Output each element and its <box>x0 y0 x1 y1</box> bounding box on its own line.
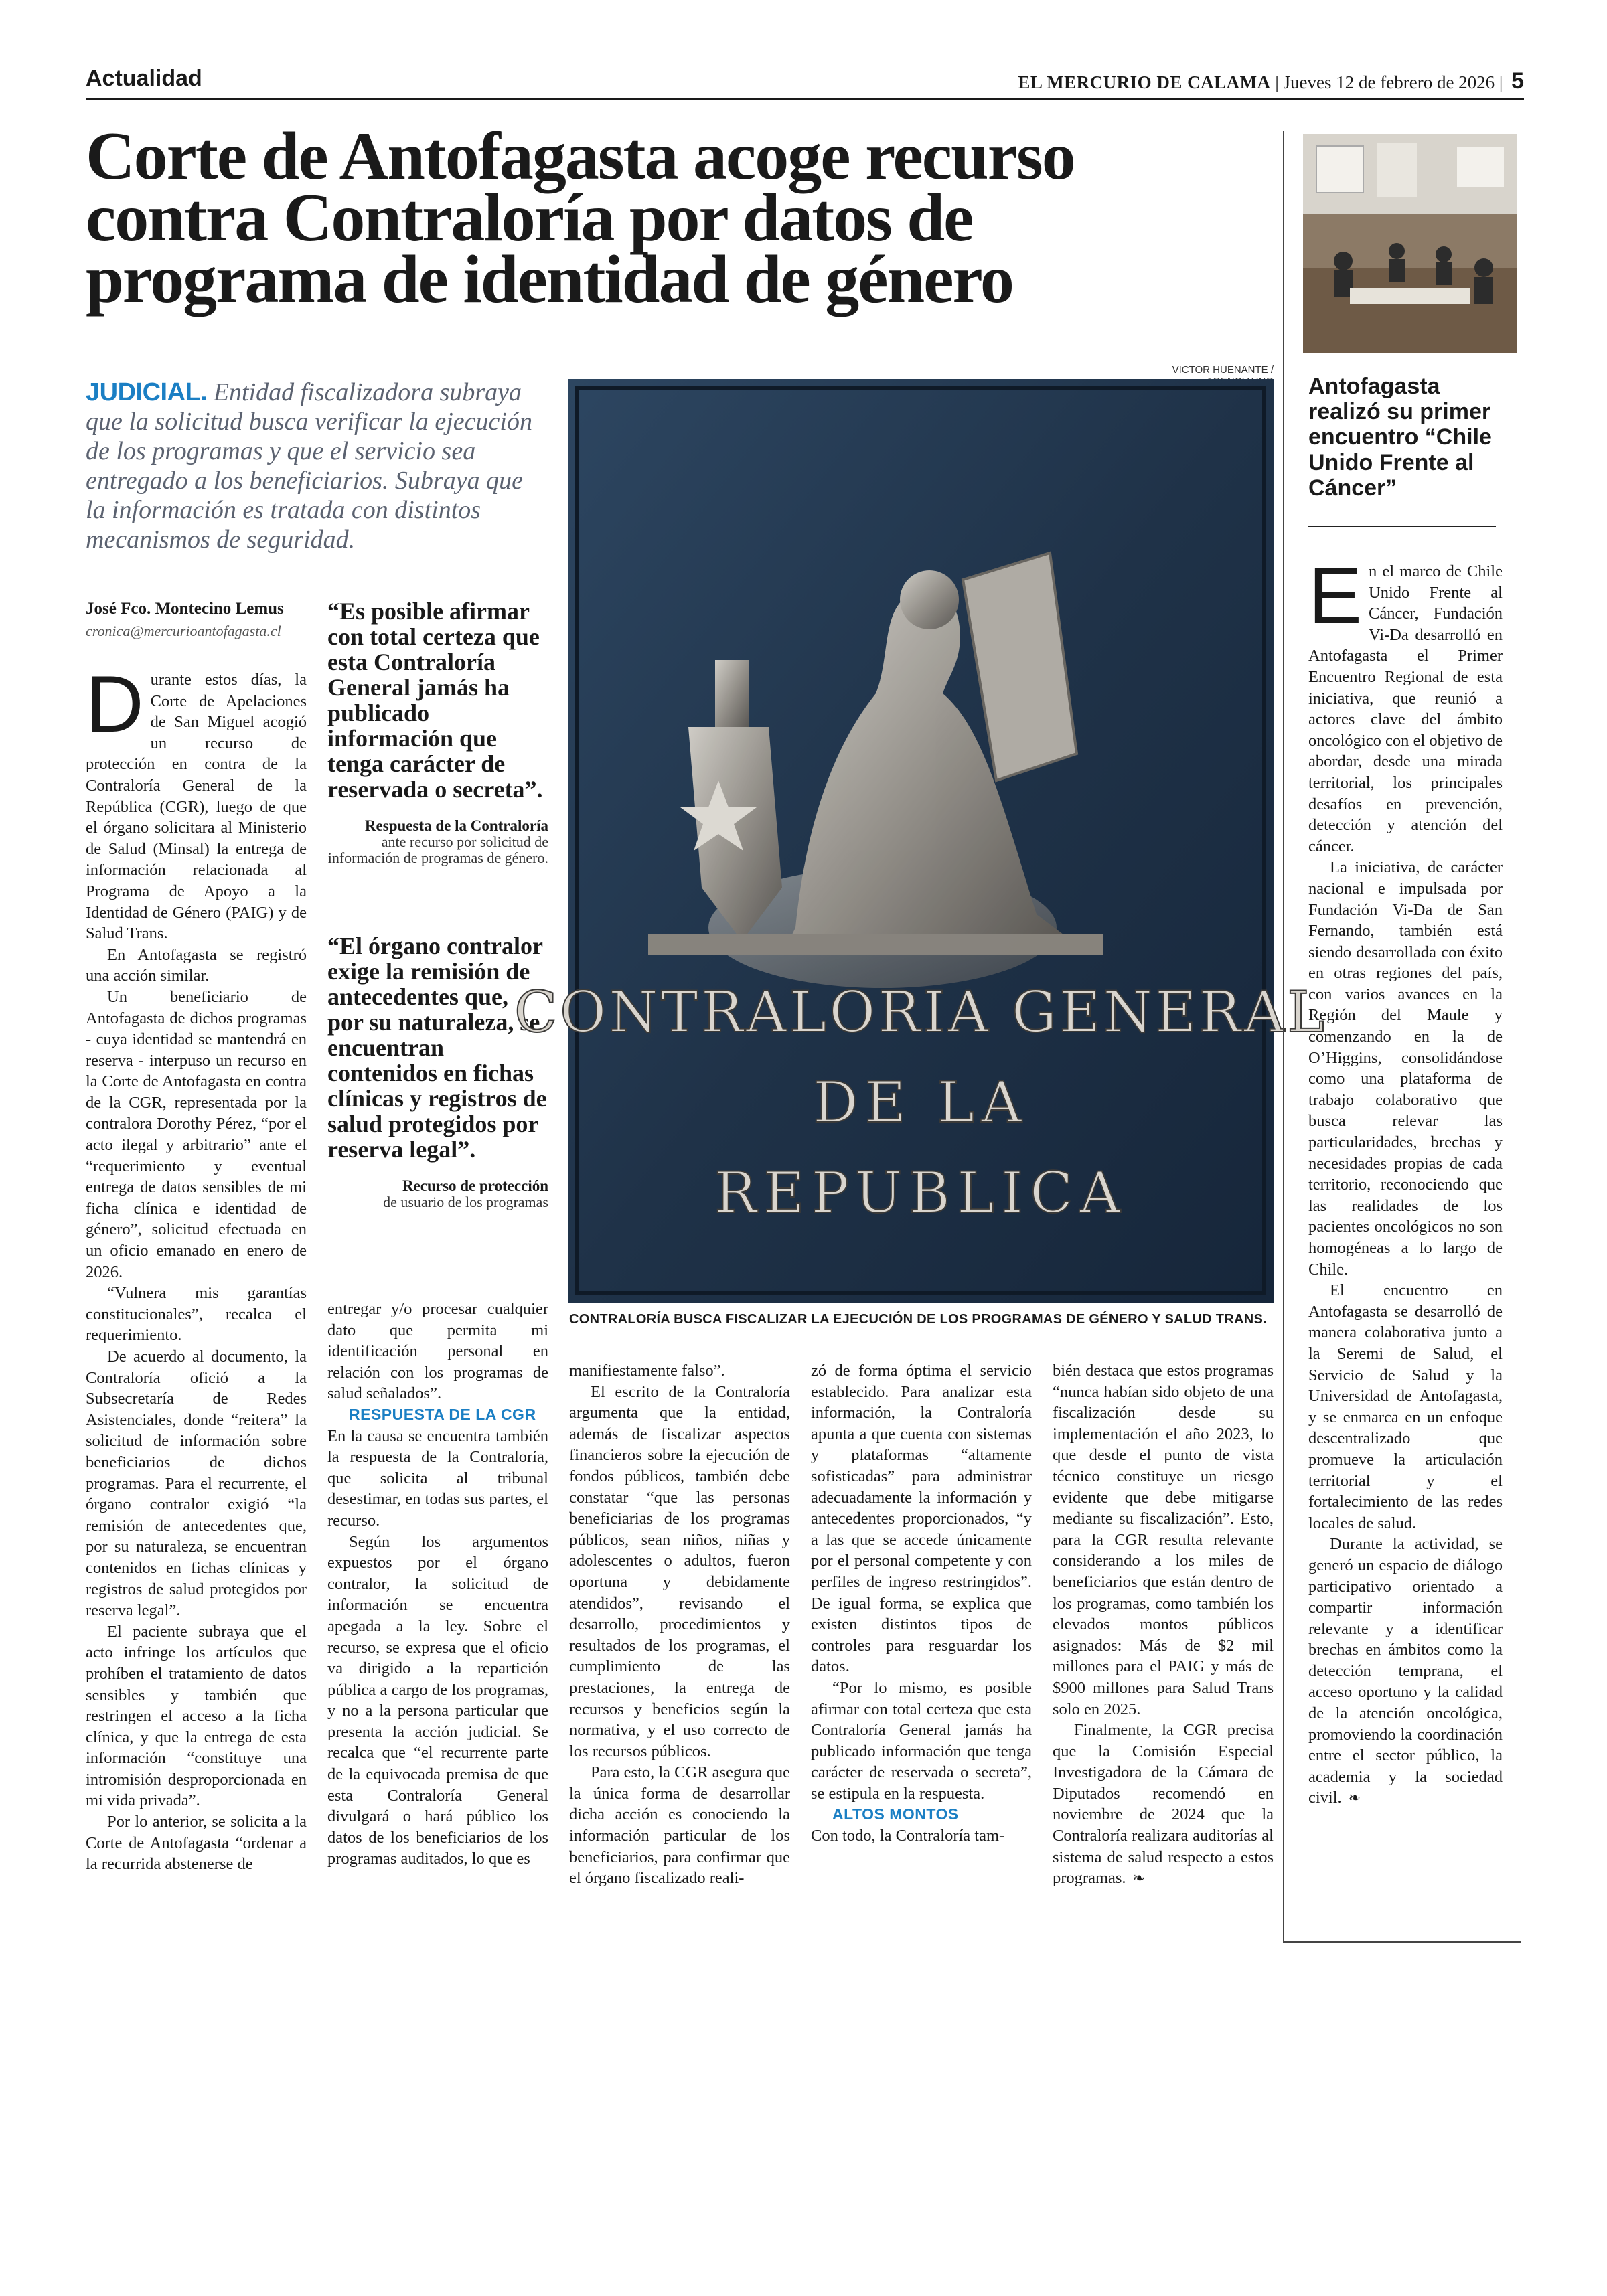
newspaper-name: EL MERCURIO DE CALAMA <box>1018 72 1271 92</box>
dropcap: E <box>1308 551 1363 641</box>
issue-date: | Jueves 12 de febrero de 2026 | <box>1275 72 1503 92</box>
subhead-altos-montos: ALTOS MONTOS <box>832 1805 959 1823</box>
paragraph: n el marco de Chile Unido Frente al Cáncer, Fundación Vi-Da desarrolló en Antofagasta el Primer Encuentro Regional de esta iniciativa, que reunió a actores clave del ámbito oncológico con el objetivo de abordar, desde una mirada territorial, los principales desafíos en prevención, detección y atención del cáncer. <box>1308 562 1503 855</box>
folio <box>1018 68 1524 94</box>
paragraph-text: Durante la actividad, se generó un espacio de diálogo participativo orientado a compartir información relevante y a identificar brechas en ámbitos como la detección temprana, el acceso oportuno y la calidad de la atención oncológica, promoviendo la coordinación entre el sector público, la academia y la sociedad civil. <box>1308 1535 1503 1807</box>
paragraph: zó de forma óptima el servicio establecido. Para analizar esta información, la Contraloría apunta a que cuenta con sistemas y plataformas “altamente sofisticadas” para administrar adecuadamente la información y antecedentes proporcionados, “y a las que se accede únicamente por el personal competente y con perfiles de ingreso restringidos”. De igual forma, se explica que existen distintos tipos de controles para resguardar los datos. <box>811 1362 1032 1676</box>
page-number: 5 <box>1511 68 1524 94</box>
author-name: José Fco. Montecino Lemus <box>86 600 284 618</box>
paragraph-text: Finalmente, la CGR precisa que la Comisión Especial Investigadora de la Cámara de Diputados recomendó en noviembre de 2024 que la Contraloría realizara auditorías al sistema de salud respecto a estos programas. <box>1053 1721 1274 1888</box>
subhead-respuesta: RESPUESTA DE LA CGR <box>349 1405 536 1423</box>
plaque-line-3: REPUBLICA <box>714 1160 1128 1226</box>
pullquote-source-detail: de usuario de los programas <box>383 1194 548 1210</box>
paragraph: El paciente subraya que el acto infringe los artículos que prohíben el tratamiento de datos sensibles y también que restringen el acceso a la ficha clínica, y que la entrega de esta información “constituye una intromisión desproporcionada en mi vida privada”. <box>86 1622 307 1810</box>
sidebar-column <box>1308 551 1503 1809</box>
byline <box>86 600 307 640</box>
article-column-5 <box>1053 1360 1274 1890</box>
pullquote-text: “El órgano contralor exige la remisión de antecedentes que, por su naturaleza, se encuentran contenidos en fichas clínicas y registros de salud protegidos por reserva legal”. <box>327 932 547 1163</box>
paragraph: urante estos días, la Corte de Apelaciones de San Miguel acogió un recurso de protección en contra de la Contraloría General de la República (CGR), luego de que el órgano solicitara al Ministerio de Salud (Minsal) la entrega de información relacionada al Programa de Apoyo a la Identidad de Género (PAIG) y de Salud Trans. <box>86 671 307 943</box>
paragraph: manifiestamente falso”. <box>569 1362 725 1380</box>
pullquote-source <box>327 1178 548 1210</box>
plaque-line-2: DE LA <box>813 1070 1028 1135</box>
author-email: cronica@mercurioantofagasta.cl <box>86 623 281 639</box>
paragraph: Para esto, la CGR asegura que la única forma de desarrollar dicha acción es conociendo la información particular de los beneficiarios, para confirmar que el órgano fiscalizado reali- <box>569 1763 790 1888</box>
photo-caption: CONTRALORÍA BUSCA FISCALIZAR LA EJECUCIÓN DE LOS PROGRAMAS DE GÉNERO Y SALUD TRANS. <box>569 1312 1267 1327</box>
paragraph <box>1053 1720 1274 1890</box>
headline: Corte de Antofagasta acoge recurso contra Contraloría por datos de programa de identidad de género <box>86 118 1075 317</box>
paragraph: “Vulnera mis garantías constitucionales”, recalca el requerimiento. <box>86 1284 307 1345</box>
article-column-3 <box>569 1360 790 1889</box>
paragraph: Por lo anterior, se solicita a la Corte de Antofagasta “ordenar a la recurrida abstenerse de <box>86 1813 307 1874</box>
end-mark-icon: ❧ <box>1132 1870 1145 1888</box>
header-rule <box>86 98 1524 100</box>
paragraph: El encuentro en Antofagasta se desarrolló de manera colaborativa junto a la Seremi de Salud, el Servicio de Salud y la Universidad de Antofagasta, y se enmarca en un enfoque descentralizado que promueve la articulación territorial y el fortalecimiento de las redes locales de salud. <box>1308 1281 1503 1532</box>
paragraph: entregar y/o procesar cualquier dato que permita mi identificación personal en relación con los programas de salud señalados”. <box>327 1300 548 1403</box>
article-column-4 <box>811 1360 1032 1847</box>
sidebar-title: Antofagasta realizó su primer encuentro “Chile Unido Frente al Cáncer” <box>1308 374 1492 501</box>
pullquote-source <box>327 818 548 866</box>
section-label: Actualidad <box>86 66 202 91</box>
paragraph: El escrito de la Contraloría argumenta que la entidad, además de fiscalizar aspectos financieros sobre la ejecución de fondos públicos, también debe constatar “que las personas beneficiarias de los programas públicos, sean niños, niñas y adolescentes o adultos, fueron oportuna y debidamente atendidos”, revisando el desarrollo, procedimientos y resultados de los programas, el cumplimiento de las prestaciones, la entrega de recursos y beneficios según la normativa, y el uso correcto de los recursos públicos. <box>569 1382 790 1760</box>
paragraph: En Antofagasta se registró una acción similar. <box>86 945 307 985</box>
paragraph: Según los argumentos expuestos por el órgano contralor, la solicitud de información se encuentra apegada a la ley. Sobre el recurso, se expresa que el oficio va dirigido a la repartición pública a cargo de los programas, y no a la persona particular que presenta la acción judicial. Se recalca que “el recurrente parte de la equivocada premisa de que esta Contraloría General divulgará o hará público los datos de los beneficiarios de los programas auditados, lo que es <box>327 1532 548 1868</box>
dek <box>86 378 541 554</box>
paragraph: “Por lo mismo, es posible afirmar con total certeza que esta Contraloría General jamás ha publicado información que tenga carácter de reservada o secreta”, se estipula en la respuesta. <box>811 1678 1032 1803</box>
page-header <box>86 66 1524 94</box>
end-mark-icon: ❧ <box>1348 1790 1361 1807</box>
pullquote-source-name: Recurso de protección <box>402 1177 548 1194</box>
pullquote-2 <box>327 933 548 1210</box>
paragraph: De acuerdo al documento, la Contraloría ofició a la Subsecretaría de Redes Asistenciales, donde “reitera” la solicitud de información sobre beneficiarios de dichos programas. Para el recurrente, el órgano contralor exigió “la remisión de antecedentes que, por su naturaleza, se encuentran contenidos en fichas clínicas y registros de salud protegidos por reserva legal”. <box>86 1347 307 1620</box>
dropcap: D <box>86 659 144 749</box>
pullquote-source-detail: ante recurso por solicitud de información de programas de género. <box>327 833 548 866</box>
paragraph: La iniciativa, de carácter nacional e impulsada por Fundación Vi-Da de San Fernando, también está siendo desarrollada con éxito en otras regiones del país, con varios avances en la Región del Maule y comenzando en la de O’Higgins, consolidándose como una plataforma de trabajo colaborativo que busca relevar las particularidades, brechas y necesidades propias de cada territorio, reconociendo que las realidades de los pacientes oncológicos no son homogéneas a lo largo de Chile. <box>1308 858 1503 1279</box>
paragraph: Con todo, la Contraloría tam- <box>811 1827 1005 1846</box>
photo-credit: VICTOR HUENANTE / <box>1172 364 1274 376</box>
contraloria-plaque-photo <box>514 379 1327 1303</box>
dek-text: Entidad fiscalizadora subraya que la solicitud busca verificar la ejecución de los programas y que el servicio sea entregado a los beneficiarios. Subraya que la información es tratada con distintos mecanismos de seguridad. <box>86 378 532 554</box>
paragraph <box>1308 1534 1503 1809</box>
sidebar-rule <box>1308 526 1496 527</box>
article-column-2 <box>327 1299 548 1870</box>
article-column-1 <box>86 659 307 1875</box>
sidebar-meeting-photo <box>1303 134 1517 353</box>
paragraph: Un beneficiario de Antofagasta de dichos programas - cuya identidad se mantendrá en reserva - interpuso un recurso en la Corte de Antofagasta en contra de la CGR, representada por la contralora Dorothy Pérez, “por el acto ilegal y arbitrario” ante el “requerimiento y eventual entrega de datos sensibles de mi ficha clínica e identidad de género”, solicitud efectuada en un oficio emanado en enero de 2026. <box>86 987 307 1281</box>
paragraph: En la causa se encuentra también la respuesta de la Contraloría, que solicita al tribunal desestimar, en todas sus partes, el recurso. <box>327 1426 548 1530</box>
pullquote-source-name: Respuesta de la Contraloría <box>364 817 548 834</box>
pullquote-1 <box>327 598 548 866</box>
plaque-line-1: CONTRALORIA GENERAL <box>514 979 1327 1045</box>
paragraph: bién destaca que estos programas “nunca habían sido objeto de una fiscalización desde su implementación el año 2023, lo que desde el punto de vista técnico constituye un riesgo evidente que debe mitigarse mediante su fiscalización”. Esto, para la CGR resulta relevante considerando a los miles de beneficiarios que están dentro de los programas, como también los elevados montos públicos asignados: Más de $2 mil millones para el PAIG y más de $900 millones para Salud Trans solo en 2025. <box>1053 1362 1274 1718</box>
pullquote-text: “Es posible afirmar con total certeza que esta Contraloría General jamás ha publicado información que tenga carácter de reservada o secreta”. <box>327 598 543 803</box>
kicker: JUDICIAL. <box>86 378 208 406</box>
